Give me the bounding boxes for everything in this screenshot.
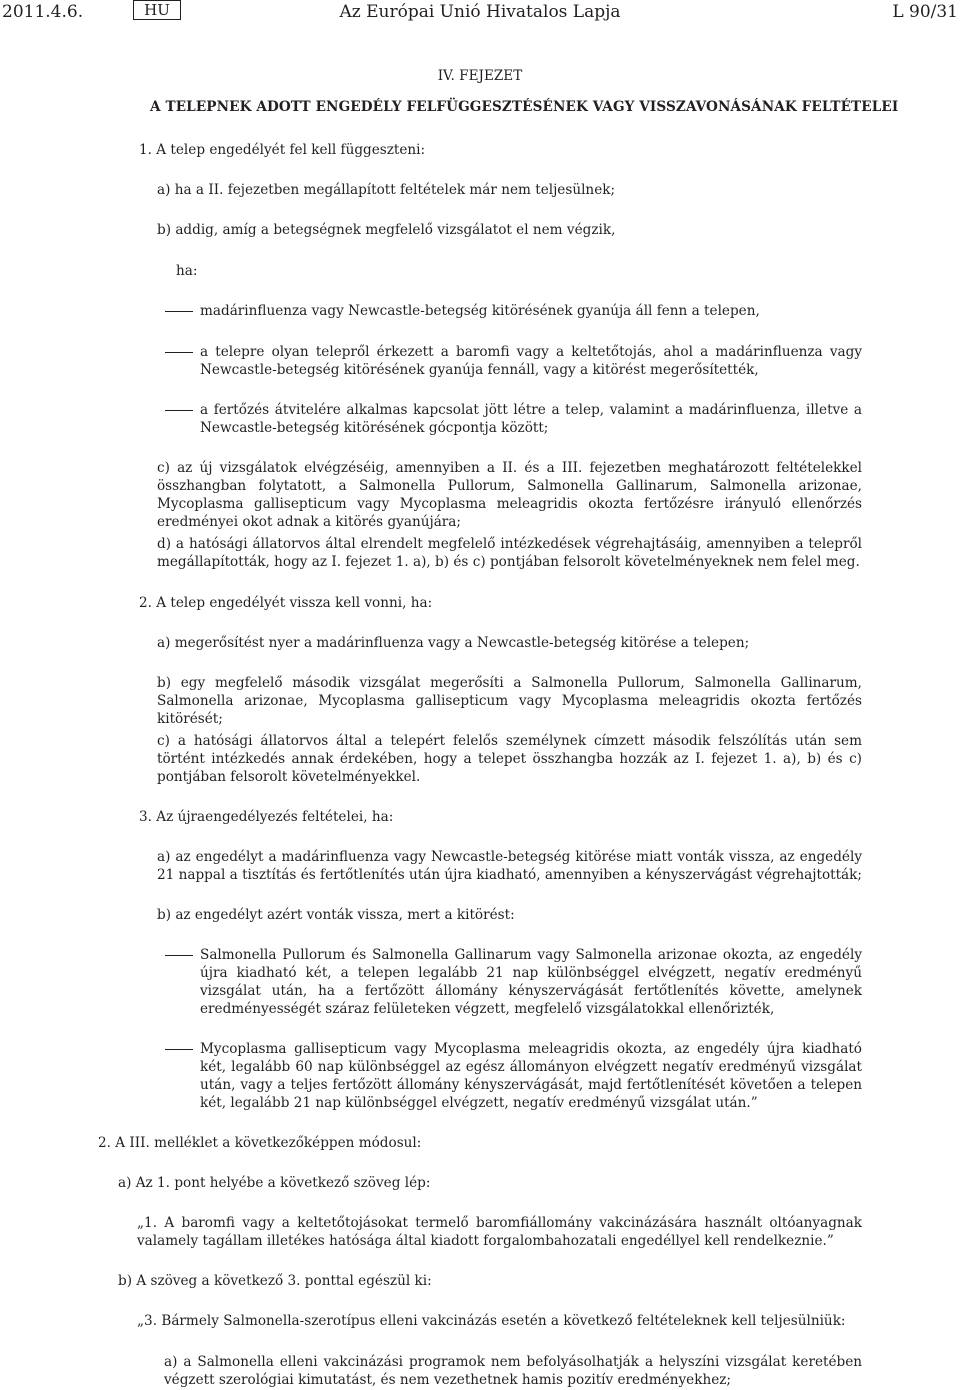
annex-item-b-quote: „3. Bármely Salmonella-szerotípus elleni vakcinázás esetén a következő feltételeknek kell teljesülniük: — [137, 1313, 846, 1329]
section-3-intro: 3. Az újraengedélyezés feltételei, ha: — [139, 809, 394, 825]
annex-item-b-a: a) a Salmonella elleni vakcinázási programok nem befolyásolhatják a helyszíni vizsgálat keretében végzett szerológiai kimutatást, és nem vezethetnek hamis pozitív eredményekhez; — [164, 1354, 862, 1388]
section-1-item-d: d) a hatósági állatorvos által elrendelt megfelelő intézkedések végrehajtásáig, amennyiben a telepről megállapították, hogy az I. fejezet 1. a), b) és c) pontjában felsorolt követelményeknek nem felel meg. — [157, 536, 862, 570]
annex-item-a: a) Az 1. pont helyébe a következő szöveg lép: — [118, 1175, 431, 1191]
dash-marker — [165, 352, 193, 353]
section-3-dash-2: Mycoplasma gallisepticum vagy Mycoplasma meleagridis okozta, az engedély újra kiadható két, legalább 60 nap különbséggel az egész állományon elvégzett negatív eredményű vizsgálat után, vagy a teljes fertőzött állomány kényszervágását, majd fertőtlenítését követően a telepen két, legalább 21 nap különbséggel elvégzett, negatív eredményű vizsgálat után.” — [200, 1040, 862, 1112]
header-journal-title: Az Európai Unió Hivatalos Lapja — [339, 2, 621, 22]
section-1-item-a: a) ha a II. fejezetben megállapított feltételek már nem teljesülnek; — [157, 182, 616, 198]
section-1-ha: ha: — [176, 263, 198, 279]
annex-intro: 2. A III. melléklet a következőképpen módosul: — [98, 1135, 422, 1151]
dash-marker — [165, 1049, 193, 1050]
section-1-dash-2: a telepre olyan telepről érkezett a baromfi vagy a keltetőtojás, ahol a madárinfluenza vagy Newcastle-betegség kitörésének gyanúja fennáll, vagy a kitörést megerősítették, — [200, 343, 862, 379]
chapter-title: A TELEPNEK ADOTT ENGEDÉLY FELFÜGGESZTÉSÉNEK VAGY VISSZAVONÁSÁNAK FELTÉTELEI — [150, 99, 899, 115]
chapter-number: IV. FEJEZET — [437, 68, 523, 84]
header-date: 2011.4.6. — [2, 2, 84, 22]
header-page-ref: L 90/31 — [892, 2, 958, 22]
dash-marker — [165, 311, 193, 312]
dash-marker — [165, 955, 193, 956]
section-3-item-a: a) az engedélyt a madárinfluenza vagy Newcastle-betegség kitörése miatt vonták vissza, az engedély 21 nappal a tisztítás és fertőtlenítés után újra kiadható, amennyiben a kényszervágást végrehajtották; — [157, 849, 862, 883]
section-1-item-b: b) addig, amíg a betegségnek megfelelő vizsgálatot el nem végzik, — [157, 222, 616, 238]
section-2-item-c: c) a hatósági állatorvos által a telepért felelős személynek címzett második felszólítás után sem történt intézkedés annak érdekében, hogy a telepet összhangba hozzák az I. fejezet 1. a), b) és c) pontjában felsorolt követelményekkel. — [157, 733, 862, 785]
header-language-code: HU — [133, 0, 181, 20]
section-1-dash-3: a fertőzés átvitelére alkalmas kapcsolat jött létre a telep, valamint a madárinfluenza, illetve a Newcastle-betegség kitörésének gócpontja között; — [200, 401, 862, 437]
section-3-item-b: b) az engedélyt azért vonták vissza, mert a kitörést: — [157, 907, 515, 923]
section-2-intro: 2. A telep engedélyét vissza kell vonni, ha: — [139, 595, 433, 611]
section-2-item-a: a) megerősítést nyer a madárinfluenza vagy a Newcastle-betegség kitörése a telepen; — [157, 635, 750, 651]
page-header — [0, 0, 960, 30]
annex-item-b: b) A szöveg a következő 3. ponttal egészül ki: — [118, 1273, 432, 1289]
section-1-intro: 1. A telep engedélyét fel kell függeszteni: — [139, 142, 426, 158]
section-1-dash-1: madárinfluenza vagy Newcastle-betegség kitörésének gyanúja áll fenn a telepen, — [200, 302, 862, 320]
section-2-item-b: b) egy megfelelő második vizsgálat megerősíti a Salmonella Pullorum, Salmonella Gallinarum, Salmonella arizonae, Mycoplasma gallisepticum vagy Mycoplasma meleagridis okozta fertőzés kitörését; — [157, 675, 862, 727]
section-3-dash-1: Salmonella Pullorum és Salmonella Gallinarum vagy Salmonella arizonae okozta, az engedély újra kiadható két, a telepen legalább 21 nap különbséggel elvégzett, negatív eredményű vizsgálat után, ha a fertőzött állomány kényszervágását fertőtlenítés követte, amelynek eredményességét száraz felületeken végzett, megfelelő vizsgálatokkal ellenőrizték, — [200, 946, 862, 1018]
annex-item-a-quote: „1. A baromfi vagy a keltetőtojásokat termelő baromfiállomány vakcinázására használt oltóanyagnak valamely tagállam illetékes hatósága által kiadott forgalombahozatali engedéllyel kell rendelkeznie.” — [137, 1215, 862, 1249]
section-1-item-c: c) az új vizsgálatok elvégzéséig, amennyiben a II. és a III. fejezetben meghatározott feltételekkel összhangban folytatott, a Salmonella Pullorum, Salmonella Gallinarum, Salmonella arizonae, Mycoplasma gallisepticum vagy Mycoplasma meleagridis okozta fertőzésre irányuló ellenőrzés eredményei okot adnak a kitörés gyanújára; — [157, 460, 862, 530]
dash-marker — [165, 410, 193, 411]
